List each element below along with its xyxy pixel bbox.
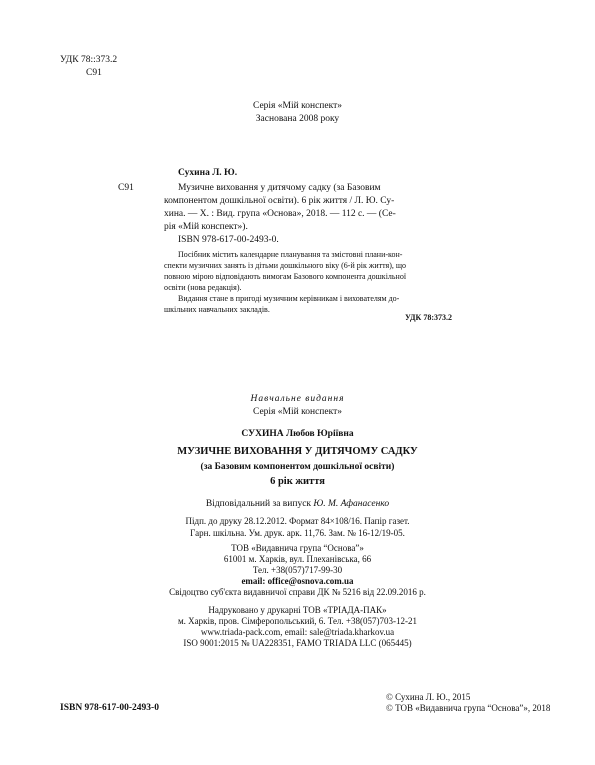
catalog-description (164, 182, 450, 234)
catalog-abstract (164, 249, 453, 315)
publisher-address: 61001 м. Харків, вул. Плеханівська, 66 (223, 554, 372, 564)
author-surname: СУХИНА (241, 429, 284, 439)
publisher-email: email: office@osnova.com.ua (241, 576, 354, 586)
abstract-line: Видання стане в пригоді музичним керівникам і вихователям до- (178, 294, 400, 303)
catalog-code: С91 (118, 183, 134, 193)
abstract-line: Посібник містить календарне планування та змістовні плани-кон- (178, 250, 403, 259)
abstract-line: повною мірою відповідають вимогам Базового компонента дошкільної (164, 272, 407, 281)
edition-subtitle: (за Базовим компонентом дошкільної освіти) (200, 462, 395, 472)
edition-title: МУЗИЧНЕ ВИХОВАННЯ У ДИТЯЧОМУ САДКУ (177, 446, 418, 457)
printer-web: www.triada-pack.com, email: sale@triada.kharkov.ua (200, 627, 395, 637)
catalog-body-line: хина. — Х. : Вид. група «Основа», 2018. — 112 с. — (Се- (164, 209, 396, 219)
udk-top: УДК 78::373.2 (60, 55, 118, 65)
catalog-body-line: Музичне виховання у дитячому садку (за Базовим (178, 183, 381, 193)
copyright-author: © Сухина Л. Ю., 2015 (386, 692, 471, 702)
abstract-line: освіти (нова редакція). (164, 283, 242, 292)
abstract-line: шкільних навчальних закладів. (164, 305, 270, 314)
catalog-body-line: компонентом дошкільної освіти). 6 рік життя / Л. Ю. Су- (164, 196, 395, 206)
code-top: С91 (86, 68, 102, 78)
printer-iso: ISO 9001:2015 № UA228351, FAMO TRIADA LLC (065445) (183, 638, 412, 648)
series-name: Серія «Мій конспект» (253, 101, 342, 111)
copyright-publisher: © ТОВ «Видавнича група “Основа”», 2018 (386, 703, 551, 713)
footer-isbn: ISBN 978-617-00-2493-0 (60, 703, 159, 713)
series-founded: Заснована 2008 року (255, 114, 340, 124)
catalog-isbn: ISBN 978-617-00-2493-0. (178, 235, 279, 245)
edition-year: 6 рік життя (270, 476, 325, 487)
edition-type: Навчальне видання (250, 394, 345, 404)
printer-address: м. Харків, пров. Сімферопольський, 6. Тел. +38(057)703-12-21 (177, 616, 417, 626)
responsible-label: Відповідальний за випуск (205, 499, 314, 509)
publisher-certificate: Свідоцтво суб'єкта видавничої справи ДК № 5216 від 22.09.2016 р. (169, 587, 426, 597)
abstract-line: спекти музичних занять із дітьми дошкільного віку (6-й рік життя), що (164, 261, 407, 270)
catalog-udk: УДК 78:373.2 (404, 313, 452, 322)
edition-author (0, 428, 595, 441)
responsible-name: Ю. М. Афанасенко (313, 499, 390, 509)
catalog-author: Сухина Л. Ю. (178, 168, 238, 178)
printer-name: Надруковано у друкарні ТОВ «ТРІАДА-ПАК» (208, 605, 387, 615)
edition-series: Серія «Мій конспект» (253, 407, 342, 417)
edition-responsible (0, 498, 595, 511)
author-name: Любов Юріївна (283, 429, 354, 439)
publisher-phone: Тел. +38(057)717-99-30 (252, 565, 343, 575)
print-specs-2: Гарн. шкільна. Ум. друк. арк. 11,76. Зам. № 16-12/19-05. (190, 528, 405, 538)
print-specs-1: Підп. до друку 28.12.2012. Формат 84×108/16. Папір газет. (185, 516, 410, 526)
publisher-name: ТОВ «Видавнича група “Основа”» (231, 543, 364, 553)
catalog-body-line: рія «Мій конспект»). (164, 222, 248, 232)
